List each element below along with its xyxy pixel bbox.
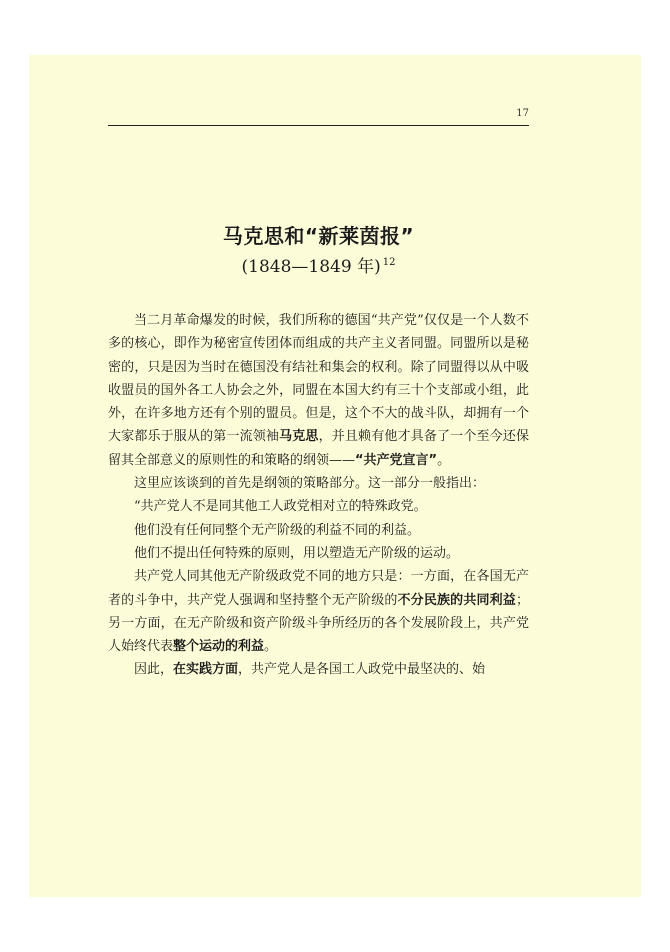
- paragraph: [108, 495, 529, 518]
- paragraph: [108, 565, 529, 658]
- body-text: [108, 309, 529, 682]
- text-segment: ，并且赖有他才具备了一个至今还保留其全部意义的原则性的和策略的纲领——: [108, 429, 529, 468]
- header-rule: [108, 125, 529, 126]
- chapter-subtitle: [108, 252, 529, 277]
- paragraph: [108, 309, 529, 472]
- chapter-title: 马克思和“新莱茵报”: [222, 224, 415, 248]
- text-segment: 共产党人同其他无产阶级政党不同的地方只是：一方面，在各国无产者的斗争中，共产党人强调和坚持整个无产阶级的: [108, 569, 529, 608]
- text-segment: 这里应该谈到的首先是纲领的策略部分。这一部分一般指出：: [134, 476, 486, 492]
- text-segment: ；另一方面，在无产阶级和资产阶级斗争所经历的各个发展阶段上，共产党人始终代表: [108, 592, 529, 655]
- footnote-reference: 12: [382, 257, 396, 269]
- bold-text-segment: “共产党宣言”: [355, 452, 438, 468]
- page-number: 17: [516, 108, 529, 119]
- bold-text-segment: 马克思: [279, 429, 319, 445]
- text-segment: ，共产党人是各国工人政党中最坚决的、始: [238, 662, 486, 678]
- paragraph: [108, 472, 529, 495]
- text-segment: 。: [264, 639, 278, 655]
- text-segment: 因此，: [134, 662, 174, 678]
- bold-text-segment: 在实践方面: [173, 662, 239, 678]
- paragraph: [108, 542, 529, 565]
- text-segment: 他们没有任何同整个无产阶级的利益不同的利益。: [134, 522, 421, 538]
- subtitle-text: (1848—1849 年): [241, 257, 381, 277]
- text-segment: 他们不提出任何特殊的原则，用以塑造无产阶级的运动。: [134, 545, 460, 561]
- paragraph: [108, 519, 529, 542]
- paragraph: [108, 658, 529, 681]
- bold-text-segment: 整个运动的利益: [173, 639, 265, 655]
- text-segment: “共产党人不是同其他工人政党相对立的特殊政党。: [134, 499, 427, 515]
- text-segment: 当二月革命爆发的时候，我们所称的德国“共产党”仅仅是一个人数不多的核心，即作为秘密宣传团体而组成的共产主义者同盟。同盟所以是秘密的，只是因为当时在德国没有结社和集会的权利。除了同盟得以从中吸收盟员的国外各工人协会之外，同盟在本国大约有三十个支部或小组，此外，在许多地方还有个别的盟员。但是，这个不大的战斗队，却拥有一个大家都乐于服从的第一流领袖: [108, 313, 529, 445]
- bold-text-segment: 不分民族的共同利益: [397, 592, 516, 608]
- text-segment: 。: [437, 452, 451, 468]
